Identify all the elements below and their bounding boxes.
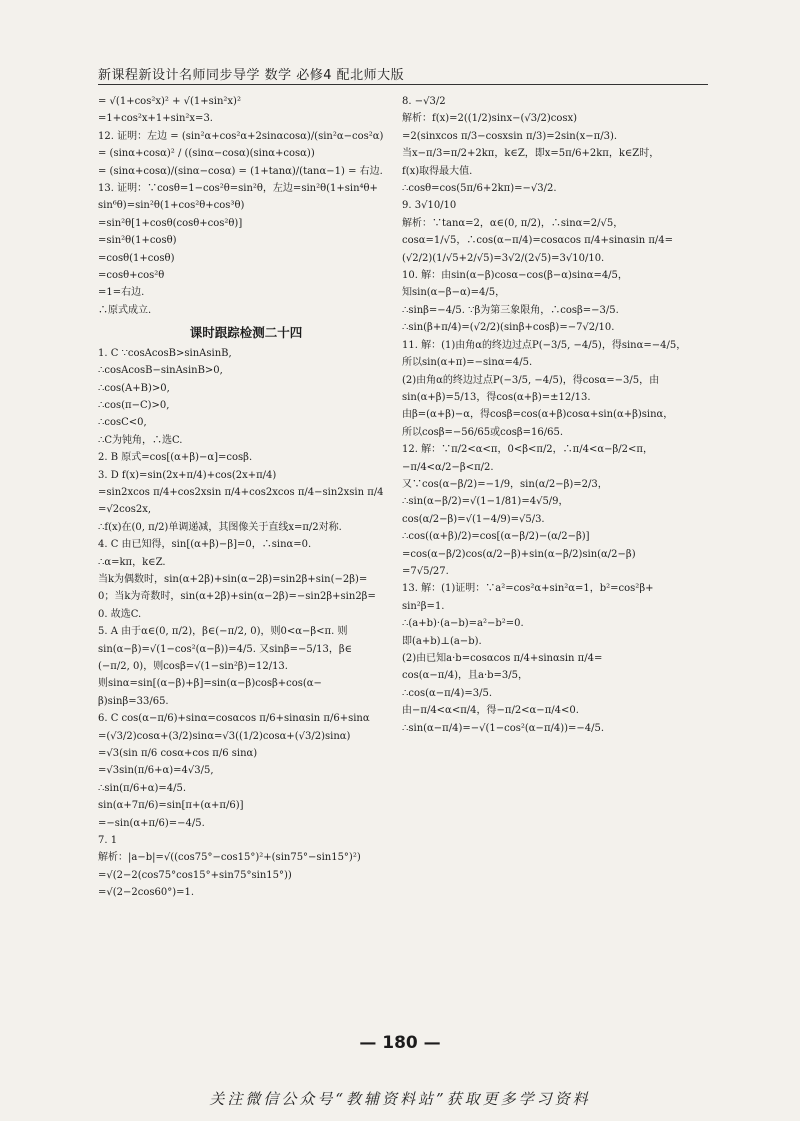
solution-line: = (sinα+cosα)² / ((sinα−cosα)(sinα+cosα)) — [98, 148, 315, 160]
solution-line: =sin2xcos π/4+cos2xsin π/4+cos2xcos π/4−sin2xsin π/4 — [98, 486, 384, 498]
solution-line: 13. 解：(1)证明：∵a²=cos²α+sin²α=1，b²=cos²β+ — [402, 583, 654, 595]
solution-line: ∴cos(A+B)>0, — [98, 382, 170, 394]
solution-line: ∴sin(π/6+α)=4/5. — [98, 782, 187, 794]
solution-line: =1+cos²x+1+sin²x=3. — [98, 113, 213, 125]
solution-line: β)sinβ=33/65. — [98, 695, 169, 707]
solution-line: ∴α=kπ，k∈Z. — [98, 556, 166, 568]
solution-line: 由−π/4<α<π/4，得−π/2<α−π/4<0. — [402, 705, 579, 717]
left-top-solutions — [98, 93, 394, 319]
solution-line: ∴sin(β+π/4)=(√2/2)(sinβ+cosβ)=−7√2/10. — [402, 322, 615, 334]
solution-line: sin⁶θ)=sin²θ(1+cos²θ+cos³θ) — [98, 200, 245, 212]
solution-line: 7. 1 — [98, 835, 118, 847]
page-number: — 180 — — [359, 1033, 441, 1053]
solution-line: =2(sinxcos π/3−cosxsin π/3)=2sin(x−π/3). — [402, 130, 618, 142]
solution-line: 知sin(α−β−α)=4/5， — [402, 287, 506, 299]
solution-line: cosα=1/√5，∴cos(α−π/4)=cosαcos π/4+sinαsin π/4= — [402, 235, 673, 247]
solution-line: =sin²θ(1+cosθ) — [98, 235, 177, 247]
solution-line: cos(α−π/4)，且a·b=3/5， — [402, 670, 529, 682]
solution-line: 0. 故选C. — [98, 608, 142, 620]
solution-line: =(√3/2)cosα+(3/2)sinα=√3((1/2)cosα+(√3/2)sinα) — [98, 730, 351, 742]
solution-line: =cosθ+cos²θ — [98, 270, 165, 282]
footer-watermark: 关注微信公众号“教辅资料站”获取更多学习资料 — [209, 1090, 591, 1108]
solution-line: =√(2−2cos60°)=1. — [98, 887, 195, 899]
solution-line: 5. A 由于α∈(0, π/2)，β∈(−π/2, 0)，则0<α−β<π. 则 — [98, 626, 348, 638]
solution-line: ∴sinβ=−4/5. ∵β为第三象限角，∴cosβ=−3/5. — [402, 304, 619, 316]
solution-line: ∴C为钝角，∴选C. — [98, 434, 183, 446]
solution-line: 3. D f(x)=sin(2x+π/4)+cos(2x+π/4) — [98, 469, 277, 481]
solution-line: ∴(a+b)·(a−b)=a²−b²=0. — [402, 618, 524, 630]
solution-line: 当x−π/3=π/2+2kπ，k∈Z，即x=5π/6+2kπ，k∈Z时， — [402, 148, 660, 160]
solution-line: ∴cos(α−π/4)=3/5. — [402, 687, 493, 699]
solution-line: (√2/2)(1/√5+2/√5)=3√2/(2√5)=3√10/10. — [402, 252, 605, 264]
solution-line: ∴cos(π−C)>0, — [98, 399, 170, 411]
solution-line: =sin²θ[1+cosθ(cosθ+cos²θ)] — [98, 217, 243, 229]
solution-line: 所以sin(α+π)=−sinα=4/5. — [402, 357, 533, 369]
solution-line: 解析：|a−b|=√((cos75°−cos15°)²+(sin75°−sin15°)²) — [98, 852, 361, 864]
solution-line: 又∵cos(α−β/2)=−1/9，sin(α/2−β)=2/3， — [402, 478, 608, 490]
solution-line: ∴cos((α+β)/2)=cos[(α−β/2)−(α/2−β)] — [402, 531, 590, 543]
solution-line: =−sin(α+π/6)=−4/5. — [98, 817, 205, 829]
solution-line: sin(α+β)=5/13，得cos(α+β)=±12/13. — [402, 391, 591, 403]
solution-line: 1. C ∵cosAcosB>sinAsinB, — [98, 347, 232, 359]
right-solutions — [402, 93, 708, 737]
solution-line: f(x)取得最大值. — [402, 165, 473, 177]
solution-line: 则sinα=sin[(α−β)+β]=sin(α−β)cosβ+cos(α− — [98, 678, 322, 690]
solution-line: ∴cosAcosB−sinAsinB>0, — [98, 365, 223, 377]
solution-line: = (sinα+cosα)/(sinα−cosα) = (1+tanα)/(tanα−1) = 右边. — [98, 165, 383, 177]
solution-line: sin(α−β)=√(1−cos²(α−β))=4/5. 又sinβ=−5/13，β∈ — [98, 643, 353, 655]
solution-line: 13. 证明：∵cosθ=1−cos²θ=sin²θ，左边=sin²θ(1+sin⁴θ+ — [98, 183, 378, 195]
solution-line: ∴f(x)在(0, π/2)单调递减，其图像关于直线x=π/2对称. — [98, 521, 342, 533]
left-bottom-solutions — [98, 345, 394, 902]
solution-line: ∴sin(α−β/2)=√(1−1/81)=4√5/9， — [402, 496, 569, 508]
solution-line: = √(1+cos²x)² + √(1+sin²x)² — [98, 96, 241, 107]
solution-line: 解析：∵tanα=2，α∈(0, π/2)，∴sinα=2/√5， — [402, 217, 624, 229]
section-title: 课时跟踪检测二十四 — [189, 325, 303, 341]
solution-line: 即(a+b)⊥(a−b). — [402, 635, 482, 647]
solution-line: ∴cosC<0, — [98, 417, 147, 429]
solution-line: 6. C cos(α−π/6)+sinα=cosαcos π/6+sinαsin π/6+sinα — [98, 713, 370, 725]
running-header: 新课程新设计名师同步导学 数学 必修4 配北师大版 — [98, 68, 405, 83]
left-column — [98, 93, 394, 902]
solution-line: 当k为偶数时，sin(α+2β)+sin(α−2β)=sin2β+sin(−2β)= — [98, 573, 368, 585]
solution-line: 10. 解：由sin(α−β)cosα−cos(β−α)sinα=4/5， — [402, 270, 628, 282]
solution-line: sin(α+7π/6)=sin[π+(α+π/6)] — [98, 800, 244, 812]
solution-line: =1=右边. — [98, 287, 145, 299]
solution-line: (2)由角α的终边过点P(−3/5, −4/5)，得cosα=−3/5，由 — [402, 374, 660, 386]
solution-line: 所以cosβ=−56/65或cosβ=16/65. — [402, 426, 564, 438]
solution-line: ∴原式成立. — [98, 304, 152, 316]
solution-line: 9. 3√10/10 — [402, 200, 457, 212]
solution-line: =cos(α−β/2)cos(α/2−β)+sin(α−β/2)sin(α/2−β) — [402, 548, 636, 560]
solution-line: =√3sin(π/6+α)=4√3/5, — [98, 765, 214, 777]
solution-line: −π/4<α/2−β<π/2. — [402, 461, 494, 473]
solution-line: ∴cosθ=cos(5π/6+2kπ)=−√3/2. — [402, 183, 557, 195]
solution-line: 4. C 由已知得，sin[(α+β)−β]=0，∴sinα=0. — [98, 539, 312, 551]
solution-line: =7√5/27. — [402, 565, 449, 577]
solution-line: 0；当k为奇数时，sin(α+2β)+sin(α−2β)=−sin2β+sin2β= — [98, 591, 376, 603]
solution-line: (−π/2, 0)，则cosβ=√(1−sin²β)=12/13. — [98, 661, 288, 672]
solution-line: 由β=(α+β)−α，得cosβ=cos(α+β)cosα+sin(α+β)sinα， — [402, 409, 674, 421]
right-column — [402, 93, 708, 737]
solution-line: sin²β=1. — [402, 600, 445, 612]
solution-line: =√2cos2x, — [98, 504, 152, 516]
solution-line: (2)由已知a·b=cosαcos π/4+sinαsin π/4= — [402, 653, 603, 664]
solution-line: 8. −√3/2 — [402, 96, 446, 107]
solution-line: 12. 解：∵π/2<α<π，0<β<π/2，∴π/4<α−β/2<π， — [402, 444, 653, 456]
solution-line: cos(α/2−β)=√(1−4/9)=√5/3. — [402, 513, 545, 525]
solution-line: 解析：f(x)=2((1/2)sinx−(√3/2)cosx) — [402, 113, 578, 125]
solution-line: 2. B 原式=cos[(α+β)−α]=cosβ. — [98, 452, 253, 464]
solution-line: 11. 解：(1)由角α的终边过点P(−3/5, −4/5)，得sinα=−4/5， — [402, 339, 687, 351]
solution-line: ∴sin(α−π/4)=−√(1−cos²(α−π/4))=−4/5. — [402, 722, 605, 734]
header-rule — [98, 84, 708, 85]
solution-line: 12. 证明：左边 = (sin²α+cos²α+2sinαcosα)/(sin²α−cos²α) — [98, 130, 384, 142]
solution-line: =√(2−2(cos75°cos15°+sin75°sin15°)) — [98, 869, 292, 881]
solution-line: =√3(sin π/6 cosα+cos π/6 sinα) — [98, 748, 258, 760]
solution-line: =cosθ(1+cosθ) — [98, 252, 175, 264]
